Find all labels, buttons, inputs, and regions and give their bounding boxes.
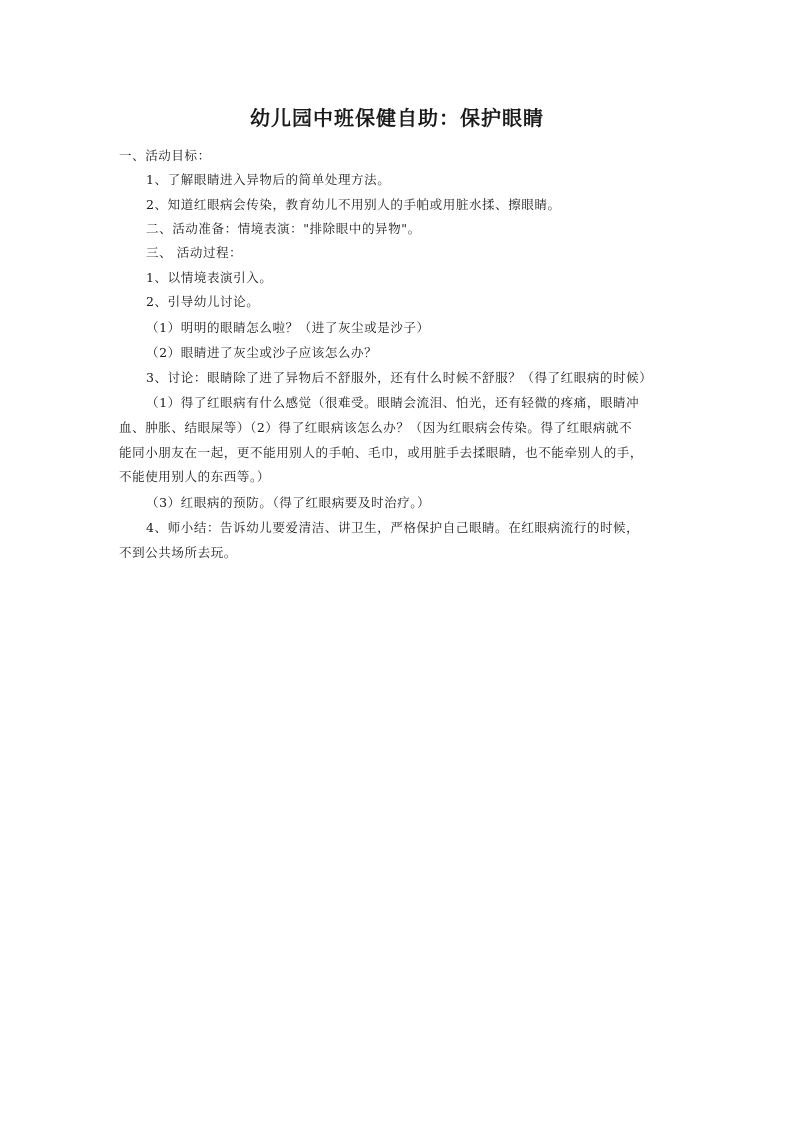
process-step-3: 3、讨论：眼睛除了进了异物后不舒服外，还有什么时候不舒服？（得了红眼病的时候）: [146, 370, 653, 385]
discussion-question-1: （1）明明的眼睛怎么啦？（进了灰尘或是沙子）: [146, 320, 430, 335]
section-heading-goals: 一、活动目标：: [119, 148, 211, 163]
prevention-item: （3）红眼病的预防。（得了红眼病要及时治疗。）: [146, 495, 431, 510]
process-step-1: 1、以情境表演引入。: [146, 270, 273, 285]
paragraph-line: 血、肿胀、结眼屎等）（2）得了红眼病该怎么办？（因为红眼病会传染。得了红眼病就不: [119, 420, 633, 435]
section-heading-preparation: 二、活动准备：情境表演："排除眼中的异物"。: [146, 221, 421, 236]
goal-item-2: 2、知道红眼病会传染，教育幼儿不用别人的手帕或用脏水揉、擦眼睛。: [146, 197, 561, 212]
section-heading-process: 三、 活动过程：: [146, 245, 243, 260]
paragraph-line: 能同小朋友在一起，更不能用别人的手帕、毛巾，或用脏手去揉眼睛，也不能牵别人的手，: [119, 445, 644, 460]
paragraph-line: （1）得了红眼病有什么感觉（很难受。眼睛会流泪、怕光，还有轻微的疼痛，眼睛冲: [146, 395, 640, 410]
paragraph-line: 不到公共场所去玩。: [119, 545, 237, 560]
process-step-2: 2、引导幼儿讨论。: [146, 294, 260, 309]
paragraph-line: 不能使用别人的东西等。）: [119, 469, 270, 484]
process-step-4: 4、师小结：告诉幼儿要爱清洁、讲卫生，严格保护自己眼睛。在红眼病流行的时候，: [146, 520, 640, 535]
document-title: 幼儿园中班保健自助：保护眼睛: [250, 106, 544, 130]
goal-item-1: 1、了解眼睛进入异物后的简单处理方法。: [146, 172, 391, 187]
discussion-question-2: （2）眼睛进了灰尘或沙子应该怎么办？: [146, 345, 378, 360]
